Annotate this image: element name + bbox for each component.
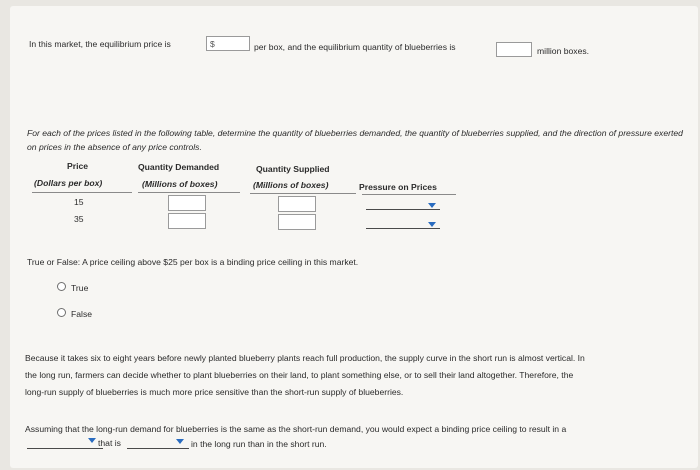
row1-quantity-demanded-input[interactable] (168, 195, 206, 211)
equilibrium-prefix: In this market, the equilibrium price is (29, 39, 171, 49)
final-question-line-1: Assuming that the long-run demand for blueberries is the same as the short-run demand, you would expect a binding price ceiling to result in a (25, 424, 567, 434)
option-true[interactable]: True (71, 283, 89, 293)
header-underline-price (32, 192, 132, 193)
header-price: Price (67, 161, 89, 171)
header-pressure: Pressure on Prices (359, 182, 437, 192)
equilibrium-middle: per box, and the equilibrium quantity of blueberries is (254, 42, 456, 52)
row-price-15: 15 (74, 197, 84, 207)
magnitude-dropdown-caret-icon[interactable] (176, 439, 184, 444)
question-page (10, 6, 698, 468)
that-is-label: that is (98, 438, 121, 448)
radio-false-icon[interactable] (57, 308, 66, 317)
equilibrium-suffix: million boxes. (537, 46, 590, 56)
explanation-line-1: Because it takes six to eight years before newly planted blueberry plants reach full production, the supply curve in the short run is almost vertical. In (25, 353, 585, 363)
table-instructions: For each of the prices listed in the following table, determine the quantity of blueberries demanded, the quantity of blueberries supplied, and the direction of pressure exerted on prices in the absence of any price controls. (27, 128, 683, 152)
row2-quantity-demanded-input[interactable] (168, 213, 206, 229)
header-underline-pressure (362, 194, 456, 195)
option-false[interactable]: False (71, 309, 93, 319)
header-underline-qd (138, 192, 240, 193)
true-false-question: True or False: A price ceiling above $25 per box is a binding price ceiling in this market. (27, 257, 359, 267)
header-quantity-demanded: Quantity Demanded (138, 162, 220, 172)
explanation-line-2: the long run, farmers can decide whether to plant blueberries on their land, to plant something else, or to sell their land altogether. Therefore, the (25, 370, 574, 380)
equilibrium-quantity-input[interactable] (496, 42, 532, 57)
row-price-35: 35 (74, 214, 84, 224)
header-quantity-supplied: Quantity Supplied (256, 164, 330, 174)
result-dropdown-caret-icon[interactable] (88, 438, 96, 443)
equilibrium-price-input[interactable] (206, 36, 250, 51)
header-price-units: (Dollars per box) (34, 178, 103, 188)
row2-dropdown-caret-icon[interactable] (428, 222, 436, 227)
header-qs-units: (Millions of boxes) (253, 180, 329, 190)
header-underline-qs (250, 193, 356, 194)
radio-true-icon[interactable] (57, 282, 66, 291)
final-tail: in the long run than in the short run. (191, 439, 327, 449)
explanation-line-3: long-run supply of blueberries is much more price sensitive than the short-run supply of blueberries. (25, 387, 404, 397)
dollar-sign: $ (210, 39, 215, 49)
row2-quantity-supplied-input[interactable] (278, 214, 316, 230)
row1-pressure-dropdown[interactable] (366, 209, 440, 210)
row1-dropdown-caret-icon[interactable] (428, 203, 436, 208)
header-qd-units: (Millions of boxes) (142, 179, 218, 189)
row2-pressure-dropdown[interactable] (366, 228, 440, 229)
row1-quantity-supplied-input[interactable] (278, 196, 316, 212)
result-dropdown[interactable] (27, 448, 103, 449)
magnitude-dropdown[interactable] (127, 448, 189, 449)
